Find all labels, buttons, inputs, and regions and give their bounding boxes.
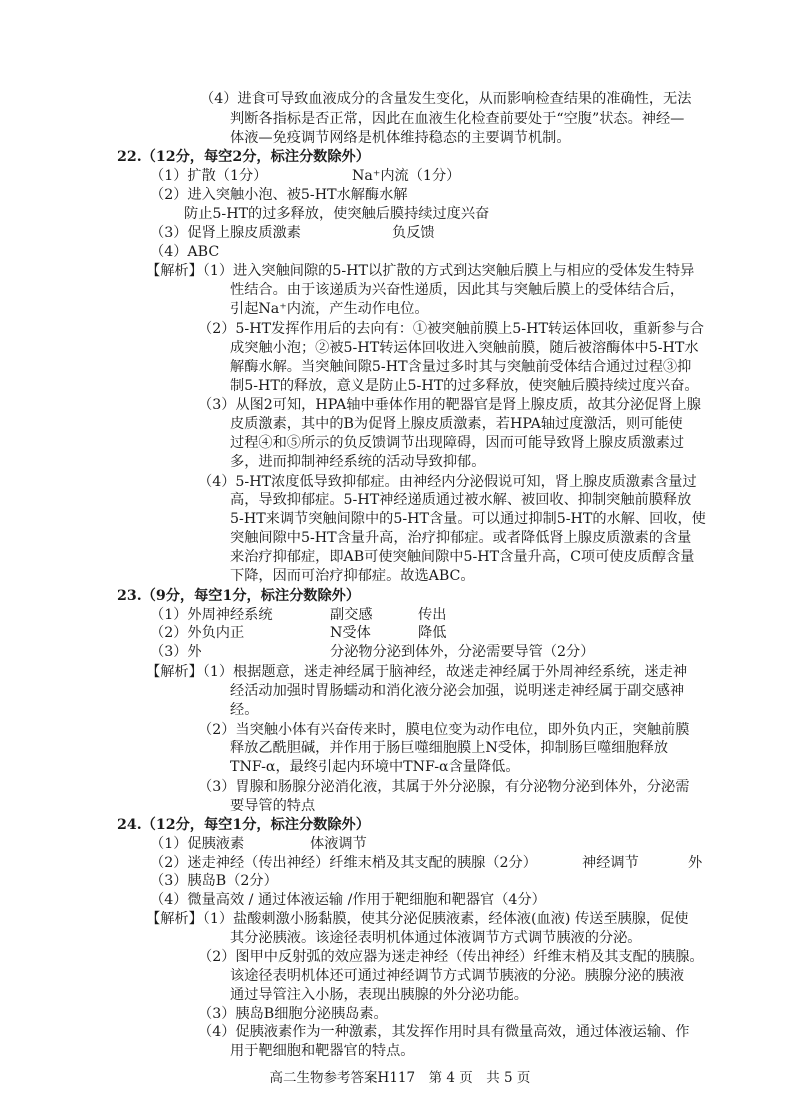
explanation-line: 经。 <box>230 701 259 718</box>
explanation-line: 要导管的特点 <box>230 797 316 814</box>
explanation-line: 【解析】（1）根据题意，迷走神经属于脑神经，故迷走神经属于外周神经系统，迷走神 <box>146 664 688 681</box>
answer-line: （3）促肾上腺皮质激素 <box>150 224 301 241</box>
explanation-line: （3）从图2可知，HPA轴中垂体作用的靶器官是肾上腺皮质，故其分泌促肾上腺 <box>198 397 701 414</box>
answer-line: （2）迷走神经（传出神经）纤维末梢及其支配的胰腺（2分） <box>150 854 537 871</box>
explanation-line: 【解析】（1）进入突触间隙的5-HT以扩散的方式到达突触后膜上与相应的受体发生特异 <box>146 263 695 280</box>
explanation-line: 多，进而抑制神经系统的活动导致抑郁。 <box>230 453 486 470</box>
explanation-line: 【解析】（1）盐酸刺激小肠黏膜，使其分泌促胰液素，经体液(血液) 传送至胰腺，促使 <box>146 911 689 928</box>
answer-line: 神经调节 <box>582 854 639 871</box>
answer-line: 传出 <box>418 606 447 623</box>
explanation-line: 突触间隙中5-HT含量升高，治疗抑郁症。或者降低肾上腺皮质激素的含量 <box>230 530 692 547</box>
explanation-line: 释放乙酰胆碱，并作用于肠巨噬细胞膜上N受体，抑制肠巨噬细胞释放 <box>230 740 669 757</box>
question-22-header: 22.（12分，每空2分，标注分数除外） <box>117 149 370 166</box>
explanation-line: （2）图甲中反射弧的效应器为迷走神经（传出神经）纤维末梢及其支配的胰腺。 <box>198 948 704 965</box>
answer-line: （4）微量高效 / 通过体液运输 /作用于靶细胞和靶器官（4分） <box>150 892 546 909</box>
answer-line: （2）进入突触小泡、被5-HT水解酶水解 <box>150 187 408 204</box>
explanation-line: 该途径表明机体还可通过神经调节方式调节胰液的分泌。胰腺分泌的胰液 <box>230 967 685 984</box>
explanation-line: （2）当突触小体有兴奋传来时，膜电位变为动作电位，即外负内正，突触前膜 <box>198 721 690 738</box>
explanation-line: 性结合。由于该递质为兴奋性递质，因此其与突触后膜上的受体结合后， <box>230 282 685 299</box>
explanation-line: （2）5-HT发挥作用后的去向有：①被突触前膜上5-HT转运体回收，重新参与合 <box>198 320 704 337</box>
answer-line: （1）外周神经系统 <box>150 606 273 623</box>
question-24-header: 24.（12分，每空1分，标注分数除外） <box>117 816 370 833</box>
answer-line: 防止5-HT的过多释放，使突触后膜持续过度兴奋 <box>184 205 490 222</box>
explanation-line: 解酶水解。当突触间隙5-HT含量过多时其与突触前受体结合通过过程③抑 <box>230 358 692 375</box>
answer-line: N受体 <box>330 625 371 642</box>
answer-line: （1）促胰液素 <box>150 835 245 852</box>
answer-line: 负反馈 <box>392 224 435 241</box>
question-23-header: 23.（9分，每空1分，标注分数除外） <box>117 587 361 604</box>
explanation-line: 高，导致抑郁症。5-HT神经递质通过被水解、被回收、抑制突触前膜释放 <box>230 492 692 509</box>
answer-line: Na⁺内流（1分） <box>352 168 461 185</box>
explanation-line: TNF-α，最终引起内环境中TNF-α含量降低。 <box>230 759 520 776</box>
answer-line: 降低 <box>418 625 447 642</box>
answer-line: （4）ABC <box>150 243 220 260</box>
explanation-line: 经活动加强时胃肠蠕动和消化液分泌会加强，说明迷走神经属于副交感神 <box>230 682 685 699</box>
explanation-line: 下降，因而可治疗抑郁症。故选ABC。 <box>230 567 475 584</box>
explanation-line: 皮质激素，其中的B为促肾上腺皮质激素，若HPA轴过度激活，则可能使 <box>230 416 683 433</box>
explanation-line: 5-HT来调节突触间隙中的5-HT含量。可以通过抑制5-HT的水解、回收，使 <box>230 511 706 528</box>
explanation-line: 成突触小泡；②被5-HT转运体回收进入突触前膜，随后被溶酶体中5-HT水 <box>230 339 699 356</box>
answer-line: 副交感 <box>330 606 373 623</box>
answer-line: （1）扩散（1分） <box>150 168 268 185</box>
page-footer: 高二生物参考答案H117 第 4 页 共 5 页 <box>269 1070 531 1086</box>
text-line: 判断各指标是否正常，因此在血液生化检查前要处于“空腹”状态。神经— <box>230 110 685 127</box>
explanation-line: 过程④和⑤所示的负反馈调节出现障碍，因而可能导致肾上腺皮质激素过 <box>230 434 685 451</box>
explanation-line: 来治疗抑郁症，即AB可使突触间隙中5-HT含量升高，C项可使皮质醇含量 <box>230 549 695 566</box>
explanation-line: 其分泌胰液。该途径表明机体通过体液调节方式调节胰液的分泌。 <box>230 930 642 947</box>
answer-line: （3）胰岛B（2分） <box>150 873 278 890</box>
text-line: 体液—免疫调节网络是机体维持稳态的主要调节机制。 <box>230 130 571 147</box>
explanation-line: 通过导管注入小肠，表现出胰腺的外分泌功能。 <box>230 986 528 1003</box>
explanation-line: （4）5-HT浓度低导致抑郁症。由神经内分泌假说可知，肾上腺皮质激素含量过 <box>198 473 697 490</box>
explanation-line: 制5-HT的释放，意义是防止5-HT的过多释放，使突触后膜持续过度兴奋。 <box>230 377 699 394</box>
explanation-line: （4）促胰液素作为一种激素，其发挥作用时具有微量高效，通过体液运输、作 <box>198 1024 690 1041</box>
answer-line: 体液调节 <box>310 835 367 852</box>
text-line: （4）进食可导致血液成分的含量发生变化，从而影响检查结果的准确性，无法 <box>200 90 692 107</box>
explanation-line: （3）胰岛B细胞分泌胰岛素。 <box>198 1005 388 1022</box>
answer-line: 外 <box>688 854 703 871</box>
explanation-line: （3）胃腺和肠腺分泌消化液，其属于外分泌腺，有分泌物分泌到体外，分泌需 <box>198 779 690 796</box>
explanation-line: 引起Na⁺内流，产生动作电位。 <box>230 301 429 318</box>
answer-line: （2）外负内正 <box>150 625 245 642</box>
answer-line: （3）外 <box>150 644 202 661</box>
answer-line: 分泌物分泌到体外，分泌需要导管（2分） <box>330 644 595 661</box>
explanation-line: 用于靶细胞和靶器官的特点。 <box>230 1043 415 1060</box>
